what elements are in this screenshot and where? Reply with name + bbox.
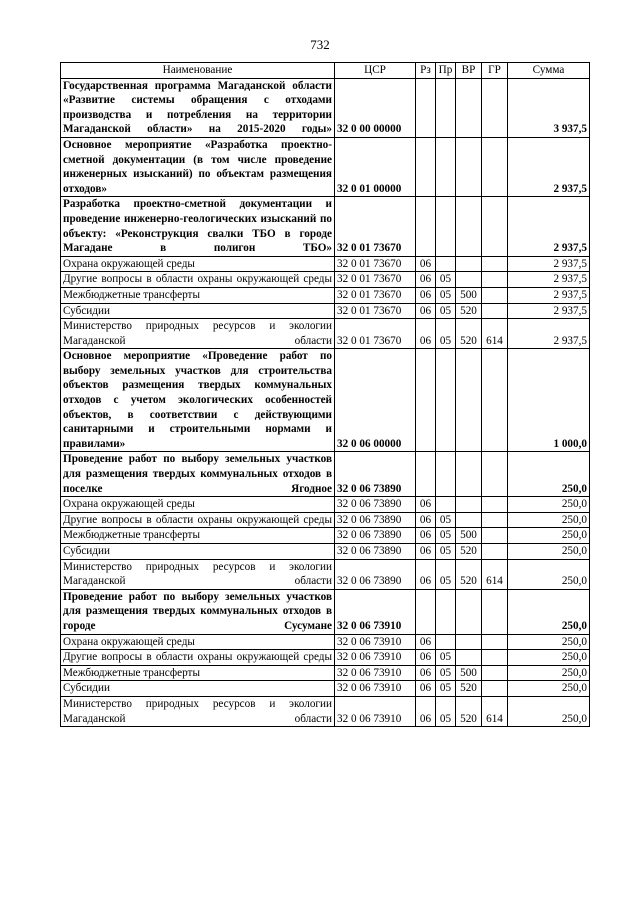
table-row [61, 544, 590, 560]
cell-gr [482, 287, 508, 303]
cell-pr [436, 349, 456, 452]
cell-gr [482, 544, 508, 560]
table-row [61, 137, 590, 196]
cell-sum: 250,0 [508, 544, 590, 560]
cell-pr [436, 78, 456, 137]
cell-pr: 05 [436, 512, 456, 528]
cell-rz: 06 [416, 303, 436, 319]
table-row [61, 78, 590, 137]
cell-pr: 05 [436, 303, 456, 319]
cell-gr [482, 349, 508, 452]
cell-name: Министерство природных ресурсов и экологии Магаданской области [61, 319, 335, 349]
table-row [61, 319, 590, 349]
table-row [61, 256, 590, 272]
cell-gr: 614 [482, 319, 508, 349]
cell-vr: 520 [456, 681, 482, 697]
table-row [61, 589, 590, 634]
cell-gr [482, 512, 508, 528]
cell-vr [456, 256, 482, 272]
cell-vr [456, 78, 482, 137]
cell-sum: 2 937,5 [508, 137, 590, 196]
cell-csr: 32 0 01 00000 [335, 137, 416, 196]
cell-sum: 2 937,5 [508, 319, 590, 349]
cell-sum: 1 000,0 [508, 349, 590, 452]
cell-sum: 250,0 [508, 512, 590, 528]
cell-sum: 250,0 [508, 528, 590, 544]
cell-csr: 32 0 06 73910 [335, 634, 416, 650]
cell-csr: 32 0 06 73890 [335, 559, 416, 589]
cell-name: Межбюджетные трансферты [61, 287, 335, 303]
cell-pr: 05 [436, 544, 456, 560]
cell-gr [482, 589, 508, 634]
cell-vr: 500 [456, 528, 482, 544]
cell-pr: 05 [436, 272, 456, 288]
cell-sum: 250,0 [508, 681, 590, 697]
cell-pr: 05 [436, 665, 456, 681]
column-header-rz: Рз [416, 63, 436, 79]
cell-rz: 06 [416, 287, 436, 303]
cell-name: Другие вопросы в области охраны окружающей среды [61, 512, 335, 528]
cell-vr [456, 589, 482, 634]
cell-vr: 500 [456, 287, 482, 303]
cell-csr: 32 0 06 73910 [335, 681, 416, 697]
cell-sum: 250,0 [508, 452, 590, 497]
cell-rz [416, 137, 436, 196]
cell-rz: 06 [416, 559, 436, 589]
cell-rz: 06 [416, 319, 436, 349]
cell-rz: 06 [416, 256, 436, 272]
cell-pr [436, 256, 456, 272]
cell-pr: 05 [436, 696, 456, 726]
cell-name: Охрана окружающей среды [61, 497, 335, 513]
cell-vr [456, 137, 482, 196]
cell-vr: 520 [456, 696, 482, 726]
cell-csr: 32 0 06 73910 [335, 665, 416, 681]
cell-vr [456, 497, 482, 513]
table-row [61, 650, 590, 666]
cell-vr [456, 349, 482, 452]
cell-rz [416, 452, 436, 497]
cell-name: Министерство природных ресурсов и экологии Магаданской области [61, 696, 335, 726]
cell-csr: 32 0 06 73910 [335, 650, 416, 666]
cell-name: Межбюджетные трансферты [61, 665, 335, 681]
cell-name: Субсидии [61, 544, 335, 560]
cell-sum: 250,0 [508, 665, 590, 681]
cell-name: Субсидии [61, 681, 335, 697]
cell-sum: 2 937,5 [508, 256, 590, 272]
column-header-gr: ГР [482, 63, 508, 79]
cell-sum: 250,0 [508, 696, 590, 726]
cell-name: Разработка проектно-сметной документации и проведение инженерно-геологических изысканий по объекту: «Реконструкция свалки ТБО в городе Магадане в полигон ТБО» [61, 197, 335, 256]
table-row [61, 512, 590, 528]
cell-gr [482, 452, 508, 497]
cell-csr: 32 0 06 00000 [335, 349, 416, 452]
cell-csr: 32 0 01 73670 [335, 319, 416, 349]
cell-sum: 2 937,5 [508, 272, 590, 288]
table-row [61, 665, 590, 681]
table-row [61, 287, 590, 303]
cell-sum: 2 937,5 [508, 197, 590, 256]
cell-name: Министерство природных ресурсов и экологии Магаданской области [61, 559, 335, 589]
cell-gr [482, 650, 508, 666]
table-row [61, 303, 590, 319]
table-row [61, 197, 590, 256]
cell-vr [456, 452, 482, 497]
cell-gr [482, 497, 508, 513]
cell-pr [436, 497, 456, 513]
cell-pr: 05 [436, 681, 456, 697]
budget-table [60, 62, 590, 727]
cell-pr: 05 [436, 319, 456, 349]
cell-csr: 32 0 06 73890 [335, 528, 416, 544]
cell-rz: 06 [416, 650, 436, 666]
cell-csr: 32 0 00 00000 [335, 78, 416, 137]
cell-pr [436, 452, 456, 497]
cell-sum: 250,0 [508, 559, 590, 589]
cell-name: Межбюджетные трансферты [61, 528, 335, 544]
cell-name: Основное мероприятие «Проведение работ по выбору земельных участков для строительства объектов размещения твердых коммунальных отходов с учетом экологических особенностей объектов, в соответствии с действующими санитарными и строительными нормами и правилами» [61, 349, 335, 452]
cell-name: Охрана окружающей среды [61, 634, 335, 650]
cell-csr: 32 0 06 73890 [335, 512, 416, 528]
cell-rz: 06 [416, 497, 436, 513]
cell-rz: 06 [416, 634, 436, 650]
cell-csr: 32 0 06 73890 [335, 544, 416, 560]
cell-vr: 520 [456, 544, 482, 560]
cell-csr: 32 0 06 73910 [335, 696, 416, 726]
cell-gr [482, 272, 508, 288]
cell-sum: 2 937,5 [508, 287, 590, 303]
cell-gr [482, 303, 508, 319]
cell-csr: 32 0 06 73890 [335, 452, 416, 497]
column-header-pr: Пр [436, 63, 456, 79]
page-number: 732 [310, 37, 330, 52]
cell-sum: 3 937,5 [508, 78, 590, 137]
cell-rz: 06 [416, 681, 436, 697]
table-header-row [61, 63, 590, 79]
cell-sum: 250,0 [508, 650, 590, 666]
table-row [61, 559, 590, 589]
cell-sum: 250,0 [508, 497, 590, 513]
cell-name: Государственная программа Магаданской области «Развитие системы обращения с отходами производства и потребления на территории Магаданской области» на 2015-2020 годы» [61, 78, 335, 137]
cell-csr: 32 0 06 73890 [335, 497, 416, 513]
cell-csr: 32 0 01 73670 [335, 256, 416, 272]
cell-gr [482, 256, 508, 272]
column-header-vr: ВР [456, 63, 482, 79]
cell-name: Проведение работ по выбору земельных участков для размещения твердых коммунальных отходов в поселке Ягодное [61, 452, 335, 497]
cell-rz: 06 [416, 696, 436, 726]
cell-vr [456, 512, 482, 528]
cell-gr: 614 [482, 696, 508, 726]
table-row [61, 497, 590, 513]
table-row [61, 528, 590, 544]
cell-pr: 05 [436, 287, 456, 303]
cell-gr [482, 137, 508, 196]
cell-vr [456, 272, 482, 288]
cell-pr: 05 [436, 650, 456, 666]
cell-csr: 32 0 01 73670 [335, 303, 416, 319]
cell-pr: 05 [436, 528, 456, 544]
cell-csr: 32 0 01 73670 [335, 287, 416, 303]
cell-pr: 05 [436, 559, 456, 589]
cell-pr [436, 589, 456, 634]
cell-gr [482, 197, 508, 256]
cell-sum: 2 937,5 [508, 303, 590, 319]
cell-csr: 32 0 06 73910 [335, 589, 416, 634]
cell-name: Охрана окружающей среды [61, 256, 335, 272]
cell-gr [482, 681, 508, 697]
cell-vr: 520 [456, 559, 482, 589]
table-row [61, 696, 590, 726]
table-body [61, 78, 590, 727]
table-row [61, 452, 590, 497]
cell-vr: 520 [456, 303, 482, 319]
cell-csr: 32 0 01 73670 [335, 272, 416, 288]
cell-rz: 06 [416, 528, 436, 544]
cell-rz [416, 589, 436, 634]
cell-rz [416, 78, 436, 137]
cell-rz [416, 349, 436, 452]
column-header-sum: Сумма [508, 63, 590, 79]
cell-gr [482, 78, 508, 137]
table-row [61, 634, 590, 650]
cell-gr [482, 528, 508, 544]
column-header-name: Наименование [61, 63, 335, 79]
cell-sum: 250,0 [508, 589, 590, 634]
cell-name: Проведение работ по выбору земельных участков для размещения твердых коммунальных отходов в городе Сусумане [61, 589, 335, 634]
cell-vr [456, 634, 482, 650]
table-row [61, 681, 590, 697]
cell-rz: 06 [416, 512, 436, 528]
cell-name: Другие вопросы в области охраны окружающей среды [61, 650, 335, 666]
cell-name: Субсидии [61, 303, 335, 319]
column-header-csr: ЦСР [335, 63, 416, 79]
cell-sum: 250,0 [508, 634, 590, 650]
cell-pr [436, 137, 456, 196]
cell-name: Другие вопросы в области охраны окружающей среды [61, 272, 335, 288]
table-row [61, 349, 590, 452]
cell-rz: 06 [416, 272, 436, 288]
cell-vr [456, 650, 482, 666]
cell-rz [416, 197, 436, 256]
cell-csr: 32 0 01 73670 [335, 197, 416, 256]
cell-pr [436, 197, 456, 256]
cell-rz: 06 [416, 665, 436, 681]
cell-gr: 614 [482, 559, 508, 589]
cell-vr: 520 [456, 319, 482, 349]
cell-pr [436, 634, 456, 650]
cell-vr: 500 [456, 665, 482, 681]
cell-rz: 06 [416, 544, 436, 560]
cell-name: Основное мероприятие «Разработка проектно-сметной документации (в том числе проведение инженерных изысканий) по объектам размещения отходов» [61, 137, 335, 196]
cell-gr [482, 665, 508, 681]
table-row [61, 272, 590, 288]
cell-vr [456, 197, 482, 256]
cell-gr [482, 634, 508, 650]
